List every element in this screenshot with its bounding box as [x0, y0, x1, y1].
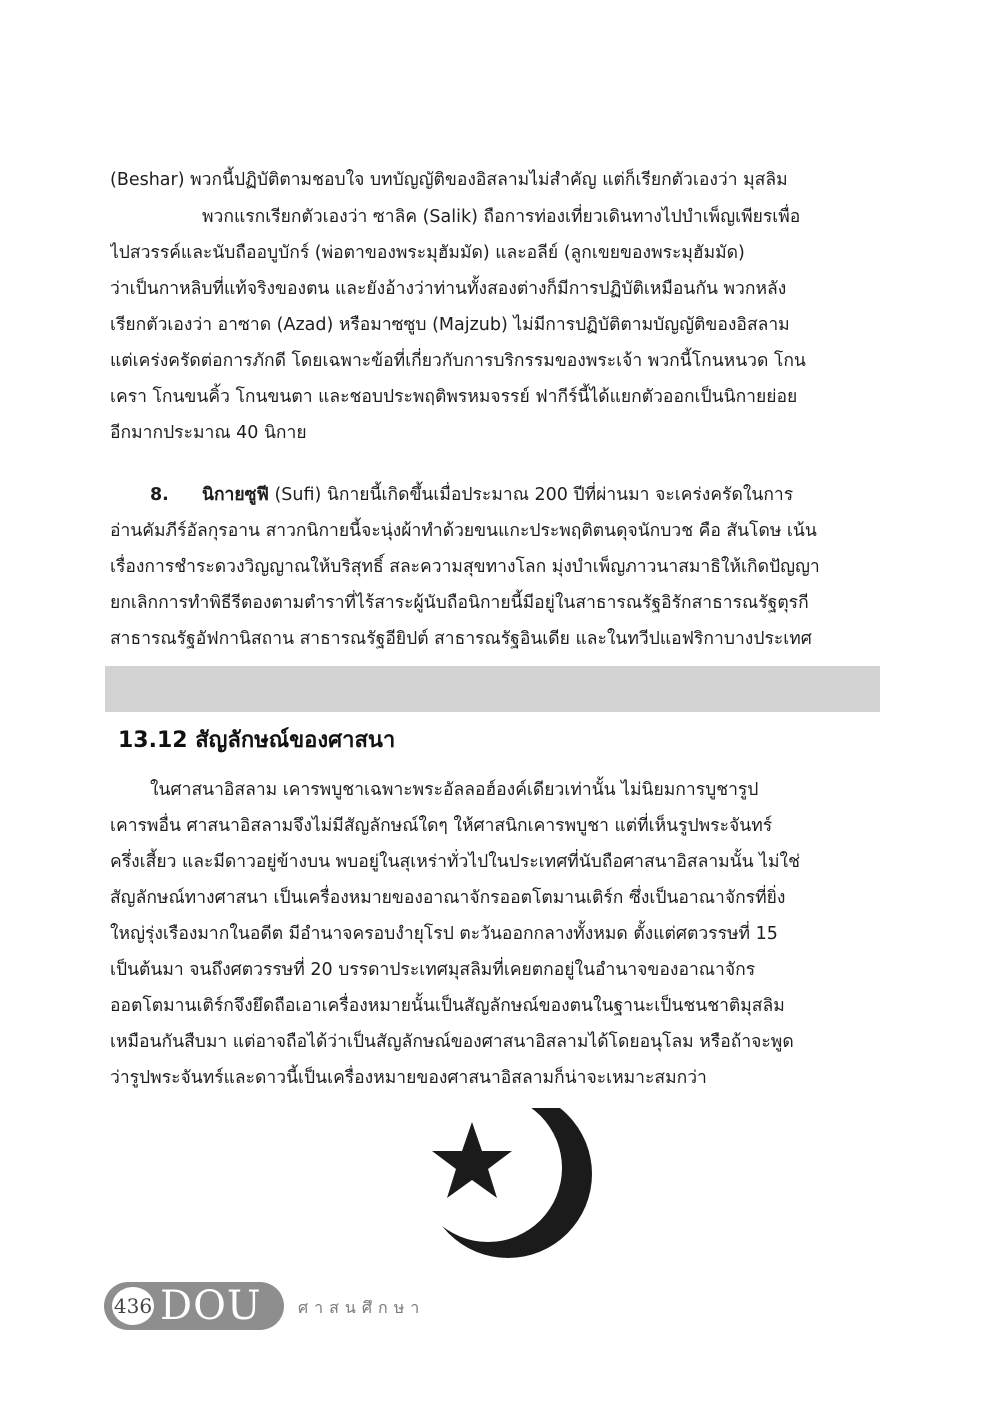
- text-line: สัญลักษณ์ทางศาสนา เป็นเครื่องหมายของอาณาจักรออตโตมานเติร์ก ซึ่งเป็นอาณาจักรที่ยิ่ง: [110, 888, 786, 908]
- paragraph-beshar: [110, 162, 880, 198]
- text-line: ใหญ่รุ่งเรืองมากในอดีต มีอำนาจครอบงำยุโรป ตะวันออกกลางทั้งหมด ตั้งแต่ศตวรรษที่ 15: [110, 924, 778, 944]
- text-line: [110, 477, 880, 513]
- paragraph-symbol: [110, 772, 880, 1096]
- paragraph-salik: [110, 199, 880, 451]
- section-divider-bar: [105, 666, 880, 712]
- text-line: แต่เคร่งครัดต่อการภักดี โดยเฉพาะข้อที่เกี่ยวกับการบริกรรมของพระเจ้า พวกนี้โกนหนวด โกน: [110, 351, 806, 371]
- text-line: ว่ารูปพระจันทร์และดาวนี้เป็นเครื่องหมายของศาสนาอิสลามก็น่าจะเหมาะสมกว่า: [110, 1068, 707, 1088]
- page-number: 436: [112, 1287, 154, 1325]
- item-number: 8.: [150, 485, 169, 505]
- text-line: เรียกตัวเองว่า อาซาด (Azad) หรือมาซซูบ (Majzub) ไม่มีการปฏิบัติตามบัญญัติของอิสลาม: [110, 315, 790, 335]
- text-line: ออตโตมานเติร์กจึงยึดถือเอาเครื่องหมายนั้นเป็นสัญลักษณ์ของตนในฐานะเป็นชนชาติมุสลิม: [110, 996, 785, 1016]
- text-line: ยกเลิกการทำพิธีรีตองตามตำราที่ไร้สาระผู้นับถือนิกายนี้มีอยู่ในสาธารณรัฐอิรักสาธารณรัฐตุรกี: [110, 593, 809, 613]
- course-name: ศาสนศึกษา: [298, 1298, 426, 1317]
- text-line: อีกมากประมาณ 40 นิกาย: [110, 423, 307, 443]
- text-line: เรื่องการชำระดวงวิญญาณให้บริสุทธิ์ สละความสุขทางโลก มุ่งบำเพ็ญภาวนาสมาธิให้เกิดปัญญา: [110, 557, 820, 577]
- section-heading: 13.12 สัญลักษณ์ของศาสนา: [118, 728, 396, 753]
- dou-logo: DOU: [160, 1283, 262, 1329]
- text-line: ว่าเป็นกาหลิบที่แท้จริงของตน และยังอ้างว่าท่านทั้งสองต่างก็มีการปฏิบัติเหมือนกัน พวกหลัง: [110, 279, 787, 299]
- text-line: (Beshar) พวกนี้ปฏิบัติตามชอบใจ บทบัญญัติของอิสลามไม่สำคัญ แต่ก็เรียกตัวเองว่า มุสลิม: [110, 170, 788, 190]
- text-line: ครึ่งเสี้ยว และมีดาวอยู่ข้างบน พบอยู่ในสุเหร่าทั่วไปในประเทศที่นับถือศาสนาอิสลามนั้น ไม่ใช่: [110, 852, 800, 872]
- text-line: เคารพอื่น ศาสนาอิสลามจึงไม่มีสัญลักษณ์ใดๆ ให้ศาสนิกเคารพบูชา แต่ที่เห็นรูปพระจันทร์: [110, 816, 773, 836]
- text-line: เครา โกนขนคิ้ว โกนขนตา และชอบประพฤติพรหมจรรย์ ฟากีร์นี้ได้แยกตัวออกเป็นนิกายย่อย: [110, 387, 798, 407]
- text-line: พวกแรกเรียกตัวเองว่า ซาลิค (Salik) ถือการท่องเที่ยวเดินทางไปบำเพ็ญเพียรเพื่อ: [202, 207, 801, 227]
- list-item-sufi: [110, 477, 880, 657]
- crescent-star-icon: [400, 1108, 600, 1268]
- item-first-line: (Sufi) นิกายนี้เกิดขึ้นเมื่อประมาณ 200 ปีที่ผ่านมา จะเคร่งครัดในการ: [268, 485, 794, 505]
- text-line: ในศาสนาอิสลาม เคารพบูชาเฉพาะพระอัลลอฮ์องค์เดียวเท่านั้น ไม่นิยมการบูชารูป: [150, 780, 759, 800]
- text-line: เหมือนกันสืบมา แต่อาจถือได้ว่าเป็นสัญลักษณ์ของศาสนาอิสลามได้โดยอนุโลม หรือถ้าจะพูด: [110, 1032, 794, 1052]
- item-term: นิกายซูฟี: [202, 485, 269, 505]
- text-line: ไปสวรรค์และนับถืออบูบักร์ (พ่อตาของพระมุฮัมมัด) และอลีย์ (ลูกเขยของพระมุฮัมมัด): [110, 243, 745, 263]
- text-line: อ่านคัมภีร์อัลกุรอาน สาวกนิกายนี้จะนุ่งผ้าทำด้วยขนแกะประพฤติตนดุจนักบวช คือ สันโดษ เน้น: [110, 521, 817, 541]
- text-line: สาธารณรัฐอัฟกานิสถาน สาธารณรัฐอียิปต์ สาธารณรัฐอินเดีย และในทวีปแอฟริกาบางประเทศ: [110, 629, 812, 649]
- text-line: เป็นต้นมา จนถึงศตวรรษที่ 20 บรรดาประเทศมุสลิมที่เคยตกอยู่ในอำนาจของอาณาจักร: [110, 960, 756, 980]
